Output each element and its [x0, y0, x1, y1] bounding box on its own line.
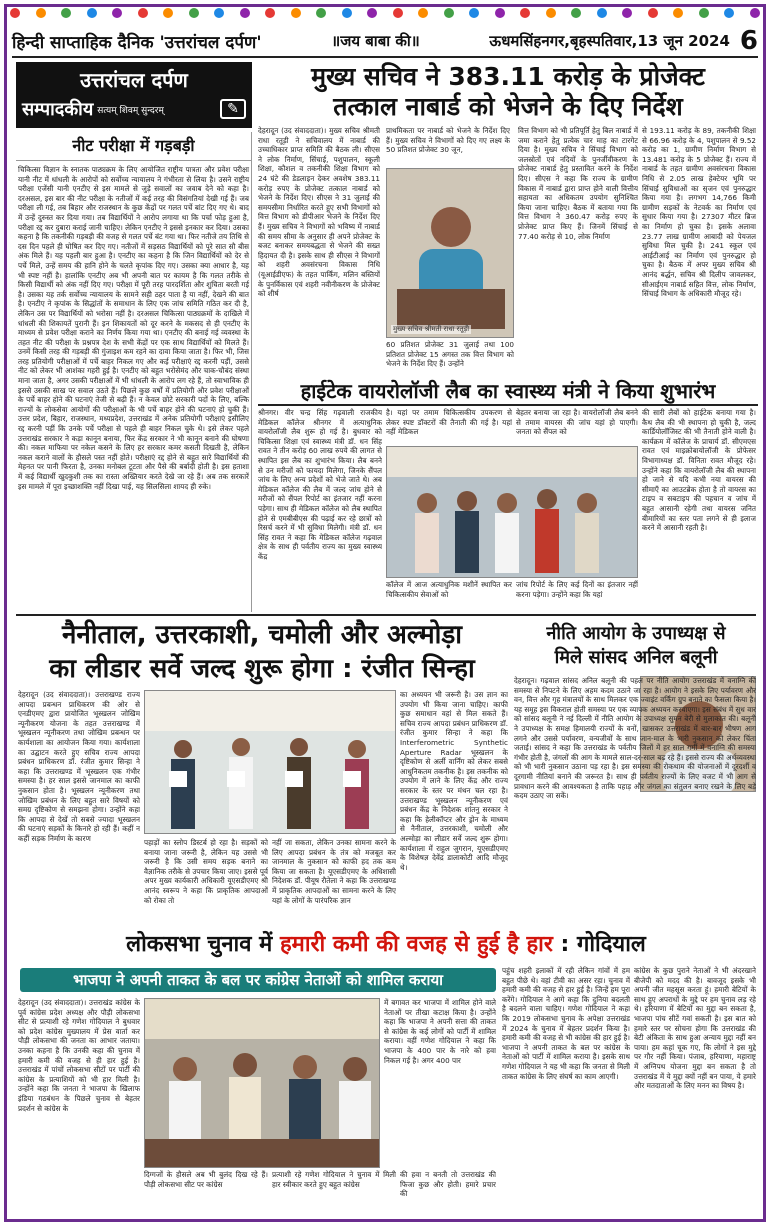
- niti-headline-line2: मिले सांसद अनिल बलूनी: [554, 647, 718, 668]
- lidar-col3: नहीं जा सकता, लेकिन उनका सामना करने के लिए आपदा प्रबंधन के तंत्र को मजबूत कर जानमाल के नुकसान को काफी हद तक कम किया जा सकता है। यूएसडीएमए के अधिशासी निदेशक डॉ. पीयूष रौतेला ने कहा कि उत्तराखण्ड में प्राकृतिक आपदाओं का सामना करने के लिए यहां के लोगों के पारंपरिक ज्ञान: [272, 838, 396, 905]
- niti-headline-line1: नीति आयोग के उपाध्यक्ष से: [546, 623, 726, 644]
- lidar-headline-line2: का लीडार सर्वे जल्द शुरू होगा : रंजीत सिन्हा: [49, 654, 475, 684]
- lab-caption-right: जांच रिपोर्ट के लिए कई दिनों का इंतजार नहीं करना पड़ेगा। उन्होंने कहा कि यहां: [516, 580, 638, 599]
- loksabha-subhead: भाजपा ने अपनी ताकत के बल पर कांग्रेस नेताओं को शामिल कराया: [20, 968, 496, 992]
- masthead-dateline: ऊधमसिंहनगर,बृहस्पतिवार,13 जून 2024: [489, 32, 730, 50]
- photo-caption: मुख्य सचिव श्रीमती राधा रतूड़ी: [393, 325, 470, 333]
- group-illustration: [387, 447, 638, 578]
- loksabha-caption3: की हवा न बनती तो उत्तराखंड की फिजा कुछ और होती। हमारे प्रचार की: [400, 1170, 496, 1199]
- editorial-headline: नीट परीक्षा में गड़बड़ी: [16, 132, 251, 161]
- loksabha-col2: में बगावत कर भाजपा में शामिल होने वाले नेताओं पर तीखा कटाक्ष किया है। उन्होंने कहा कि भाजपा ने अपनी सत्ता की ताकत से कांग्रेस के कई लोगों को पार्टी में शामिल कराया। वहीं गणेश गोदियाल ने कहा कि भाजपा के 400 पार के नारे को हवा निकल गई है। अगर 400 पार: [384, 998, 496, 1065]
- lab-headline: हाईटेक वायरोलॉजी लैब का स्वास्थ्य मंत्री ने किया शुभारंभ: [300, 379, 716, 403]
- lead-col2-top: प्राथमिकता पर नाबार्ड को भेजने के निर्देश दिए हैं। मुख्य सचिव ने विभागों को दिए गए लक्ष्य के 50 प्रतिशत प्रोजेक्ट 30 जून,: [386, 126, 510, 155]
- loksabha-col1: देहरादून (उद संवाददाता)। उत्तराखंड कांग्रेस के पूर्व कांग्रेस प्रदेश अध्यक्ष और पौड़ी लोकसभा सीट से प्रत्याशी रहे गणेश गोदियाल ने बुधवार को प्रदेश कांग्रेस मुख्यालय में प्रेस वार्ता कर पौड़ी लोकसभा की जनता का आभार जताया। उनका कहना है कि उनकी कहा की चुनाव में हमारी कमी की वजह से ही हार हुई है। उत्तराखंड में पांचों लोकसभा सीटों पर पार्टी की कांग्रेस के प्रत्याशियों को भी हार मिली है। उन्होंने कहा कि जनता ने भाजपा के खिलाफ इंडिया गठबंधन के पिछले चुनाव से बेहतर प्रदर्शन से कांग्रेस के: [18, 998, 140, 1113]
- masthead-motto: ॥जय बाबा की॥: [331, 32, 420, 50]
- loksabha-caption2: प्रत्याशी रहे गणेश गोदियाल ने चुनाव में मिली हार स्वीकार करते हुए बहुत कांग्रेस: [272, 1170, 396, 1189]
- lab-inauguration-photo: [386, 446, 638, 578]
- editorial-subtitle: सम्पादकीय: [22, 99, 94, 120]
- lab-col4: की सारी लैबों को हाईटेक बनाया गया है। कैथ लैब की भी स्थापना हो चुकी है, जल्द कार्डियोलॉजिस्ट की भी तैनाती होने वाली है। कार्यक्रम में कॉलेज के प्राचार्य डॉ. सीएमएस रावत एवं माइक्रोबायोलॉजी के प्रोफेसर विभागाध्यक्ष डॉ. विनिता रावत मौजूद रहे। उन्होंने कहा कि वायरोलॉजी लैब की स्थापना हो जाने से यदि कभी नया वायरस की सीमाएँ का आउटब्रेक होता है तो वायरस का टाइप व सबटाइप की पहचान व जांच में बहुत आसानी रहेगी तथा वायरस जनित बीमारियों का स्तर पता लगने से ही इलाज करने में आसानी रहती है।: [642, 408, 756, 533]
- lab-col2: है। यहां पर तमाम चिकित्सकीय उपकरण से लेकर स्पष्ट डॉक्टरों की तैनाती की गई है। यहां नहीं मेडिकल: [386, 408, 512, 437]
- masthead-paper-name: हिन्दी साप्ताहिक दैनिक 'उत्तरांचल दर्पण': [12, 32, 262, 53]
- lidar-col1: देहरादून (उद संवाददाता)। उत्तराखण्ड राज्य आपदा प्रबन्धन प्राधिकरण की ओर से एनडीएमए द्वारा प्रायोजित भूस्खलन जोखिम न्यूनीकरण योजना के तहत उत्तराखण्ड में भूस्खलन न्यूनीकरण तथा जोखिम प्रबन्धन पर कार्यशाला का आयोजन किया गया। कार्यशाला का उद्घाटन करते हुए सचिव राज्य आपदा प्रबंधन प्राधिकरण डॉ. रंजीत कुमार सिन्हा ने कहा कि उत्तराखण्ड में भूस्खलन एक गंभीर समस्या है। हर साल इससे जानमाल का काफी नुकसान होता है। भूस्खलन न्यूनीकरण तथा जोखिम प्रबंधन के लिए बहुत सारे विषयों को समग्र दृष्टिकोण से समझना होगा। उन्होंने कहा कि आपदा से देखें तो सबसे ज्यादा भूस्खलन की घटनाएं सड़कों के किनारे हो रही हैं। कहीं न कहीं सड़क निर्माण के कारण: [18, 690, 140, 843]
- person-illustration: [387, 169, 514, 338]
- lead-headline-line1: मुख्य सचिव ने 383.11 करोड़ के प्रोजेक्ट: [311, 62, 705, 91]
- editorial-tagline: सत्यम् शिवम् सुन्दरम्: [97, 105, 164, 116]
- loksabha-headline-part3: : गोदियाल: [560, 932, 646, 957]
- loksabha-col3: पहुंच शहरी इलाकों में रही लेकिन गांवों में हम बहुत पीछे थे। वहां टीवी का असर रहा। चुनाव में हमारी कमी की वजह से हार हुई है। जिन्हें हम पूरा करेंगे। गोदियाल ने आगे कहा कि दुनिया बदलती है बदलने वाला चाहिए। गणेश गोदियाल ने कहा कि 2019 लोकसभा चुनाव के अपेक्षा उत्तराखंड में 2024 के चुनाव में बेहतर प्रदर्शन किया है। हमारी कमी की वजह से भी कांग्रेस की हार हुई है। भाजपा ने अपनी ताकत के बल पर कांग्रेस के नेताओं को पार्टी में शामिल कराया है। इसके साथ गणेश गोदियाल ने यह भी कहा कि जनता से मिली ताकत कांग्रेस के लिए संघर्ष का काम आएगी।: [502, 966, 630, 1081]
- chief-secretary-photo: [386, 168, 514, 338]
- loksabha-headline: [16, 930, 756, 960]
- section-divider: [258, 404, 758, 406]
- lab-col1: श्रीनगर। वीर चन्द्र सिंह गढ़वाली राजकीय मेडिकल कॉलेज श्रीनगर में अत्याधुनिक वायरोलॉजी लैब शुरू हो गई है। बुधवार को चिकित्सा शिक्षा एवं स्वास्थ्य मंत्री डॉ. धन सिंह रावत ने तीन करोड़ 60 लाख रुपये की लागत से स्थापित इस लैब का शुभारंभ किया। लैब बनने से उन मरीजों को फायदा मिलेगा, जिनके सैंपल जांच के लिए अन्य प्रदेशों को भेजे जाते थे। अब मेडिकल कॉलेज की लैब में जल्द जांच होने से मरीजों को सैंपल रिपोर्ट का इंतजार नहीं करना पड़ेगा। साथ ही मेडिकल कॉलेज को लैब स्थापित होने से एमबीबीएस की पढ़ाई कर रहे छात्रों को रिसर्च करने में भी सुविधा मिलेगी। मंत्री डॉ. धन सिंह रावत ने कहा कि मेडिकल कॉलेज गढ़वाल क्षेत्र के साथ ही पर्वतीय राज्य का मुख्य स्वास्थ्य केंद्र: [258, 408, 382, 561]
- lead-col2-bottom: 60 प्रतिशत प्रोजेक्ट 31 जुलाई तथा 100 प्रतिशत प्रोजेक्ट 15 अगस्त तक वित्त विभाग को भेजने के निर्देश दिए हैं। उन्होंने: [386, 340, 514, 369]
- officials-illustration: [145, 691, 396, 834]
- editorial-article: [16, 132, 252, 612]
- loksabha-headline-part1: लोकसभा चुनाव में: [126, 932, 273, 957]
- loksabha-col4: कांग्रेस के कुछ पुराने नेताओं ने भी अंदरखाने बीजेपी को मदद की है। बावजूद इसके भी अपनी जीत महसूस करता हूं। हमारी बेटियों के साथ हुए अपराधों के मुद्दे पर हम चुनाव लड़ रहे थे। हरियाणा में बेटियों का मुद्दा बन सकता है, भाजपा पांच सीटें गवां सकती है। इस बात को हमारे स्तर पर सोचना होगा कि उत्तराखंड की बेटी अंकिता के साथ हुआ अन्याय मुद्दा नहीं बन पाया। हम कहां चूक गए, कि लोगों ने इस मुद्दे पर गौर नहीं किया। पंजाब, हरियाणा, महाराष्ट्र में अग्निपथ योजना मुद्दा बन सकता है तो उत्तराखंड में ये मुद्दा क्यों नहीं बन पाया, ये हमारे और मतदाताओं के लिए मनन का विषय है।: [634, 966, 756, 1091]
- pen-icon: ✎: [220, 99, 246, 119]
- section-divider: [16, 614, 756, 616]
- lead-col3: वित्त विभाग को भी प्रतिपूर्ति हेतु बिल नाबार्ड में जमा कराने हेतु प्रत्येक चार माह का टारगेट दिया है। मुख्य सचिव ने सिंचाई विभाग को जलस्रोतों एवं नदियों के पुनर्जीवीकरण के प्रोजेक्ट नाबार्ड हेतु प्रस्तावित करने के निर्देश दिए। सीएस ने कहा कि राज्य के ग्रामीण विकास में नाबार्ड द्वारा प्राप्त होने वाली वित्तीय सहायता का अधिकतम उपयोग सुनिश्चित किया जाना चाहिए। बैठक में बताया गया कि वित्त विभाग ने 360.47 करोड़ रुपए के प्रोजेक्ट प्राप्त किए हैं। जिनमें सिंचाई से 77.40 करोड़ से 10, लोक निर्माण: [518, 126, 638, 241]
- masthead: [12, 26, 758, 58]
- lab-col3: बेहतर बनाया जा रहा है। वायरोलॉजी लैब बनने से तमाम वायरस की जांच यहां हो पाएगी। जनता को सैंपल को: [516, 408, 638, 437]
- press-illustration: [145, 999, 380, 1168]
- editorial-title: उत्तरांचल दर्पण: [80, 68, 188, 92]
- page-number: 6: [739, 26, 758, 56]
- lead-col1: देहरादून (उद संवाददाता)। मुख्य सचिव श्रीमती राधा रतूड़ी ने सचिवालय में नाबार्ड की उच्चाधिकार प्राप्त समिति की बैठक ली। सीएस ने लोक निर्माण, सिंचाई, पशुपालन, स्कूली शिक्षा, कौशल व तकनीकी शिक्षा विभाग को 24 घंटे की डेडलाइन देकर अवशेष 383.11 करोड़ रुपए के प्रोजेक्ट तत्काल नाबार्ड को भेजने के निर्देश दिए। सीएस ने 31 जुलाई की समयसीमा निर्धारित करते हुए सभी विभागों को वित्त विभाग को डीपीआर भेजने के निर्देश दिए हैं। मुख्य सचिव ने विभागों को भविष्य में नाबार्ड की समय सीमा के अनुसार ही अपने प्रोजेक्ट के बजट बनाकर समयबद्धता से भेजने की सख्त हिदायत दी है। इसके साथ ही सीएस ने विभागों को शहरी अवसंरचना विकास निधि (यूआईडीएफ) के तहत पार्किंग, मलिन बस्तियों के पुनर्विकास एवं शहरी नवीनीकरण के प्रोजेक्ट को शीर्ष: [258, 126, 380, 299]
- lidar-col2: पहाड़ों का स्लोप डिस्टर्ब हो रहा है। सड़कों को बनाया जाना जरूरी है, लेकिन यह उससे भी जरूरी है कि उसी समय सड़क बनाने का वैज्ञानिक तरीके से उपचार किया जाए। इससे पूर्व अपर मुख्य कार्यकारी अधिकारी यूएसडीएमए श्री आनंद स्वरूप ने कहा कि प्राकृतिक आपदाओं को रोका तो: [144, 838, 268, 905]
- lead-col4: से 193.11 करोड़ के 89, तकनीकी शिक्षा से 66.96 करोड़ के 4, पशुपालन से 9.52 करोड़ का 1, ग्रामीण निर्माण विभाग से 13.481 करोड़ के 5 प्रोजेक्ट हैं। राज्य में नाबार्ड के तहत ग्रामीण अवसंरचना विकास निधि से 2.05 लाख हेक्टेयर भूमि पर सिंचाई सुविधाओं का सृजन एवं पुनरुद्धार किया गया है। लगभग 14,766 किमी ग्रामीण सड़कों के नेटवर्क का निर्माण एवं सुधार किया गया है। 27307 मीटर ब्रिज का निर्माण हो चुका है। इसके अलावा 23.77 लाख ग्रामीण आबादी को पेयजल सुविधा मिल चुकी है। 241 स्कूल एवं आईटीआई का निर्माण एवं पुनरुद्धार हो चुका है। बैठक में अपर मुख्य सचिव श्री आनंद बर्द्धन, सचिव श्री दिलीप जावलकर, सीआईएम नाबार्ड सहित वित्त, लोक निर्माण, सिंचाई विभाग के अधिकारी मौजूद रहे।: [642, 126, 756, 299]
- decorative-dots: [10, 8, 760, 22]
- editorial-body: चिकित्सा विज्ञान के स्नातक पाठ्यक्रम के लिए आयोजित राष्ट्रीय पात्रता और प्रवेश परीक्षा यानी नीट में धांधली के आरोपों को सर्वोच्च न्यायालय ने गंभीरता से लिया है। उसने राष्ट्रीय परीक्षा एजेंसी यानी एनटीए से इस मामले से जुड़े सवालों का जवाब देने को कहा है। दरअसल, इस बार की नीट परीक्षा के नतीजों में कई तरह की विसंगतियां देखी गई हैं। जब परीक्षा ली गई, तब बिहार और राजस्थान के कुछ केंद्रों पर गलत पर्चे बांट दिए गए थे। बाद में उन्हें दुरुस्त कर दिया गया। तब विद्यार्थियों ने आरोप लगाया था कि पर्चा फोड़ हुआ है, परीक्षा रद्द कर दुबारा कराई जानी चाहिए। लेकिन एनटीए ने इससे इनकार कर दिया। उसका कहना है कि तकनीकी गड़बड़ी की वजह से गलत पर्चे बंट गया था। फिर नतीजे तय तिथि से दस दिन पहले ही घोषित कर दिए गए। नतीजों में सड़सठ विद्यार्थियों को पूरे सात सौ बीस अंक मिले हैं। यह पहली बार हुआ है। एनटीए का कहना है कि जिन विद्यार्थियों को देर से पर्चे मिले, उन्हें समय की हानि होने के चलते कृपांक दिए गए। उसका क्या आधार है, यह भी स्पष्ट नहीं है। हालांकि एनटीए अब भी अपनी बात पर कायम है कि गलत तरीके से किसी विद्यार्थी को अंक नहीं दिए गए। परीक्षा में पूरी तरह पारदर्शिता और शुचिता बरती गई है। उसका यह तर्क सर्वोच्च न्यायालय के सामने सही ठहर पाता है या नहीं, देखने की बात है। एनटीए ने कृपांक के सिद्धांतों के समाधान के लिए एक जांच समिति गठित कर दी है, लेकिन उस पर विद्यार्थियों को भरोसा नहीं है। दरअसल चिकित्सा पाठ्यक्रमों के दाखिले में धांधली की शिकायतें पुरानी हैं। इन शिकायतों को दूर करने के मकसद से ही एनटीए के माध्यम से प्रवेश परीक्षा कराने का निर्णय किया गया था। एनटीए की बनाई गई व्यवस्था के तहत नीट की परीक्षा के प्रश्नपत्र देश के सभी केंद्रों पर एक साथ विद्यार्थियों को मिलते हैं। उनमें किसी तरह की गड़बड़ी की गुंजाइश कम रहने का दावा किया जाता है। फिर भी, जिस तरह प्रतियोगी परीक्षाओं में पर्चे बाहर निकल गए और कई परीक्षाएं रद्द करनी पड़ीं, उससे नीट को लेकर भी आशंका गहरी हुई है। एनटीए को बहुत भरोसेमंद और चाक-चौबंद संस्था माना जाता है, अगर उसकी परीक्षाओं में भी धांधली के आरोप लग रहे हैं, तो स्वाभाविक ही इससे उसकी साख पर सवाल उठते हैं। पिछले कुछ वर्षों में प्रतियोगी और प्रवेश परीक्षाओं के पर्चे बाहर होने की घटनाएं तेजी से बढ़ी हैं। न केवल छोटे सरकारी पदों के लिए, बल्कि राज्यों के लोकसेवा आयोगों की परीक्षाओं के भी पर्चे बाहर होने की घटनाएं हो चुकी हैं। उत्तर प्रदेश, बिहार, राजस्थान, मध्यप्रदेश, उत्तराखंड में अनेक प्रतियोगी परीक्षाएं इसीलिए रद्द करनी पड़ीं कि उनके पर्चे परीक्षा से पहले ही बाहर निकल चुके थे। इसे लेकर पहले उत्तराखंड सरकार ने कड़ा कानून बनाया, फिर केंद्र सरकार ने भी कानून बनाने की घोषणा की। नकल माफिया पर नकेल कसने के लिए हर सरकार कमर कसती दिखती है, लेकिन नकल कराने वालों के हौसले पस्त नहीं होते। परीक्षाएं रद्द होने से बहुत सारे विद्यार्थियों की मेहनत पर पानी फिरता है, उनका मनोबल टूटता और पैसे की बर्बादी होती है। इस हताशा में कई विद्यार्थी खुदकुशी तक का रास्ता अख्तियार करते देखे जा रहे हैं। अब तक सरकारें इस मामले में पूरा इच्छाशक्ति नहीं दिखा पाई, यह सिलसिला शायद ही रुके।: [18, 165, 249, 491]
- lidar-headline-line1: नैनीताल, उत्तरकाशी, चमोली और अल्मोड़ा: [61, 620, 463, 650]
- workshop-photo: [144, 690, 396, 834]
- editorial-banner: [16, 62, 252, 128]
- press-conference-photo: [144, 998, 380, 1168]
- loksabha-caption1: दिग्गजों के हौसले अब भी बुलंद दिख रहे हैं। पौड़ी लोकसभा सीट पर कांग्रेस: [144, 1170, 268, 1189]
- loksabha-headline-part2: हमारी कमी की वजह से हुई है हार: [279, 932, 553, 957]
- niti-body: देहरादून। गढ़वाल सांसद अनिल बलूनी की पहल पर नीति आयोग उत्तराखंड में वनाग्नि की समस्या से निपटने के लिए अहम कदम उठाने जा रहा है। आयोग ने इसके लिए पर्यावरण और वन, वित्त और गृह मंत्रालयों के साथ मिलकर एक ज्वाइंट वर्किंग ग्रुप बनाने का फैसला किया है। यह समूह इस विकराल होती समस्या पर एक व्यापक अध्ययन करवाएगा। इस संबंध में सुध वार को सांसद बलूनी ने नई दिल्ली में नीति आयोग के उपाध्यक्ष सुमन बेरी से मुलाकात की। बलूनी ने उपाध्यक्ष के समक्ष हिमालयी राज्यों के वनों, खासकर उत्तराखंड में बार-बार भीषण आग लगने और उससे पर्यावरण, वन्यजीवों के साथ जान-माल के भारी नुकसान को लेकर चिंता जताई। सांसद ने कहा कि उत्तराखंड के पर्वतीय जिलों में हर साल गर्मी में वनाग्नि की समस्या गंभीर होती है, जंगलों की आग के मामले साल-दर-साल बढ़ रहे हैं। इससे राज्य की अर्थव्यवस्था को भी भारी नुकसान उठाना पड़ रहा है। इस समस्या की रोकथाम की योजनाओं में दूरदर्शी व दूरगामी नीतियां बनाने की जरूरत है। साथ ही पर्वतीय राज्यों के लिए वजट में भी आग से प्रावधान करने की आवश्यकता है ताकि पहाड़ और जंगल का संतुलन बनाए रखने के लिए बड़े कदम उठाए जा सकें।: [514, 676, 756, 801]
- lab-caption-left: कॉलेज में आज अत्याधुनिक मशीनें स्थापित कर चिकित्सकीय सेवाओं को: [386, 580, 512, 599]
- lead-headline-line2: तत्काल नाबार्ड को भेजने के दिए निर्देश: [333, 92, 683, 121]
- lidar-col4: का अध्ययन भी जरूरी है। उस ज्ञान का उपयोग भी किया जाना चाहिए। काफी कुछ समाधान वहां से मिल सकते हैं। सचिव राज्य आपदा प्रबंधन प्राधिकरण डॉ. रंजीत कुमार सिन्हा ने कहा कि Interferometric Synthetic Aperture Radar भूस्खलन के दृष्टिकोण से अर्ली वार्निंग को लेकर सबसे आधुनिकतम तकनीक है। इस तकनीक को उपयोग में लाने के लिए केंद्र और राज्य सरकार के स्तर पर मंथन चल रहा है। उत्तराखण्ड भूस्खलन न्यूनीकरण एवं प्रबंधन केंद्र के निदेशक शांतनु सरकार ने कहा कि हेलीकॉप्टर और ड्रोन के माध्यम से नैनीताल, उत्तरकाशी, चमोली और अल्मोड़ा का लीडार सर्वे जल्द शुरू होगा। कार्यशाला में राहुल जुगरान, यूएसडीएमए के विशेषज्ञ देवेंद्र डालाकोटी आदि मौजूद थे।: [400, 690, 508, 872]
